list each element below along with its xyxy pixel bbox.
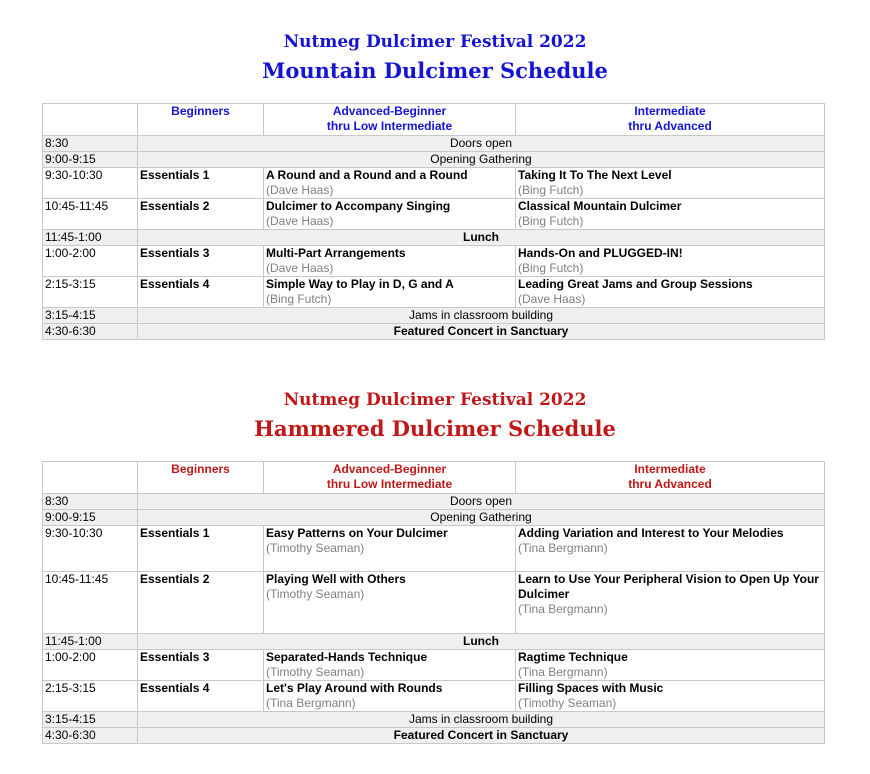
session-title: Dulcimer to Accompany Singing	[266, 199, 451, 213]
time-cell: 9:00-9:15	[43, 152, 138, 168]
event-row	[43, 230, 825, 246]
instructor-name: (Timothy Seaman)	[518, 696, 617, 710]
session-row	[43, 168, 825, 199]
time-cell: 4:30-6:30	[43, 324, 138, 340]
time-cell: 2:15-3:15	[43, 681, 138, 712]
session-title: Ragtime Technique	[518, 650, 628, 664]
event-row	[43, 712, 825, 728]
column-header: Beginners	[138, 462, 264, 494]
instructor-name: (Timothy Seaman)	[266, 665, 365, 679]
intermediate-cell	[516, 526, 825, 572]
time-cell: 2:15-3:15	[43, 277, 138, 308]
beginner-class-cell: Essentials 2	[138, 572, 264, 634]
time-cell: 8:30	[43, 494, 138, 510]
advanced-beginner-cell	[264, 526, 516, 572]
session-row	[43, 526, 825, 572]
session-row	[43, 650, 825, 681]
column-header: Intermediate thru Advanced	[516, 462, 825, 494]
instructor-name: (Dave Haas)	[266, 261, 334, 275]
instructor-name: (Tina Bergmann)	[518, 602, 608, 616]
time-cell: 10:45-11:45	[43, 199, 138, 230]
intermediate-cell	[516, 168, 825, 199]
event-cell: Doors open	[138, 494, 825, 510]
intermediate-cell	[516, 650, 825, 681]
column-header: Advanced-Beginner thru Low Intermediate	[264, 462, 516, 494]
advanced-beginner-cell	[264, 572, 516, 634]
time-cell: 9:30-10:30	[43, 168, 138, 199]
event-cell: Opening Gathering	[138, 152, 825, 168]
mountain-subtitle: Nutmeg Dulcimer Festival 2022	[283, 32, 587, 52]
time-cell: 11:45-1:00	[43, 634, 138, 650]
session-title: Taking It To The Next Level	[518, 168, 672, 182]
event-row	[43, 494, 825, 510]
instructor-name: (Tina Bergmann)	[518, 541, 608, 555]
column-header: Beginners	[138, 104, 264, 136]
intermediate-cell	[516, 246, 825, 277]
instructor-name: (Timothy Seaman)	[266, 541, 365, 555]
event-cell: Featured Concert in Sanctuary	[138, 728, 825, 744]
event-cell: Jams in classroom building	[138, 712, 825, 728]
session-row	[43, 681, 825, 712]
beginner-class-cell: Essentials 3	[138, 650, 264, 681]
intermediate-cell	[516, 572, 825, 634]
time-cell: 9:00-9:15	[43, 510, 138, 526]
session-title: Multi-Part Arrangements	[266, 246, 406, 260]
event-row	[43, 728, 825, 744]
instructor-name: (Bing Futch)	[518, 214, 584, 228]
mountain-schedule-table	[42, 103, 825, 340]
session-title: Leading Great Jams and Group Sessions	[518, 277, 753, 291]
session-title: Learn to Use Your Peripheral Vision to Open Up Your Dulcimer	[518, 572, 819, 601]
session-title: Filling Spaces with Music	[518, 681, 664, 695]
column-header	[43, 104, 138, 136]
beginner-class-cell: Essentials 4	[138, 277, 264, 308]
event-cell: Featured Concert in Sanctuary	[138, 324, 825, 340]
hammered-title: Hammered Dulcimer Schedule	[254, 416, 616, 441]
time-cell: 4:30-6:30	[43, 728, 138, 744]
time-cell: 9:30-10:30	[43, 526, 138, 572]
session-row	[43, 246, 825, 277]
event-cell: Opening Gathering	[138, 510, 825, 526]
event-cell: Lunch	[138, 634, 825, 650]
event-row	[43, 136, 825, 152]
column-header: Intermediate thru Advanced	[516, 104, 825, 136]
event-row	[43, 634, 825, 650]
beginner-class-cell: Essentials 1	[138, 526, 264, 572]
beginner-class-cell: Essentials 2	[138, 199, 264, 230]
advanced-beginner-cell	[264, 168, 516, 199]
beginner-class-cell: Essentials 3	[138, 246, 264, 277]
event-row	[43, 308, 825, 324]
time-cell: 11:45-1:00	[43, 230, 138, 246]
time-cell: 3:15-4:15	[43, 712, 138, 728]
intermediate-cell	[516, 681, 825, 712]
event-row	[43, 510, 825, 526]
hammered-schedule-table	[42, 461, 825, 744]
time-cell: 10:45-11:45	[43, 572, 138, 634]
advanced-beginner-cell	[264, 650, 516, 681]
session-title: Classical Mountain Dulcimer	[518, 199, 682, 213]
event-row	[43, 152, 825, 168]
instructor-name: (Dave Haas)	[266, 183, 334, 197]
header-row	[43, 462, 825, 494]
mountain-title: Mountain Dulcimer Schedule	[262, 58, 608, 83]
time-cell: 1:00-2:00	[43, 650, 138, 681]
instructor-name: (Timothy Seaman)	[266, 587, 365, 601]
column-header: Advanced-Beginner thru Low Intermediate	[264, 104, 516, 136]
instructor-name: (Tina Bergmann)	[266, 696, 356, 710]
session-title: Separated-Hands Technique	[266, 650, 428, 664]
session-title: Adding Variation and Interest to Your Melodies	[518, 526, 784, 540]
instructor-name: (Dave Haas)	[266, 214, 334, 228]
session-row	[43, 572, 825, 634]
advanced-beginner-cell	[264, 277, 516, 308]
intermediate-cell	[516, 199, 825, 230]
beginner-class-cell: Essentials 4	[138, 681, 264, 712]
event-cell: Jams in classroom building	[138, 308, 825, 324]
advanced-beginner-cell	[264, 681, 516, 712]
column-header	[43, 462, 138, 494]
header-row	[43, 104, 825, 136]
session-title: Playing Well with Others	[266, 572, 406, 586]
intermediate-cell	[516, 277, 825, 308]
event-row	[43, 324, 825, 340]
session-row	[43, 277, 825, 308]
advanced-beginner-cell	[264, 199, 516, 230]
session-title: A Round and a Round and a Round	[266, 168, 468, 182]
time-cell: 8:30	[43, 136, 138, 152]
session-row	[43, 199, 825, 230]
event-cell: Lunch	[138, 230, 825, 246]
session-title: Simple Way to Play in D, G and A	[266, 277, 454, 291]
beginner-class-cell: Essentials 1	[138, 168, 264, 199]
instructor-name: (Bing Futch)	[518, 183, 584, 197]
session-title: Hands-On and PLUGGED-IN!	[518, 246, 683, 260]
time-cell: 1:00-2:00	[43, 246, 138, 277]
instructor-name: (Bing Futch)	[518, 261, 584, 275]
event-cell: Doors open	[138, 136, 825, 152]
session-title: Let's Play Around with Rounds	[266, 681, 443, 695]
advanced-beginner-cell	[264, 246, 516, 277]
time-cell: 3:15-4:15	[43, 308, 138, 324]
instructor-name: (Tina Bergmann)	[518, 665, 608, 679]
instructor-name: (Dave Haas)	[518, 292, 586, 306]
instructor-name: (Bing Futch)	[266, 292, 332, 306]
hammered-subtitle: Nutmeg Dulcimer Festival 2022	[283, 390, 587, 410]
session-title: Easy Patterns on Your Dulcimer	[266, 526, 448, 540]
